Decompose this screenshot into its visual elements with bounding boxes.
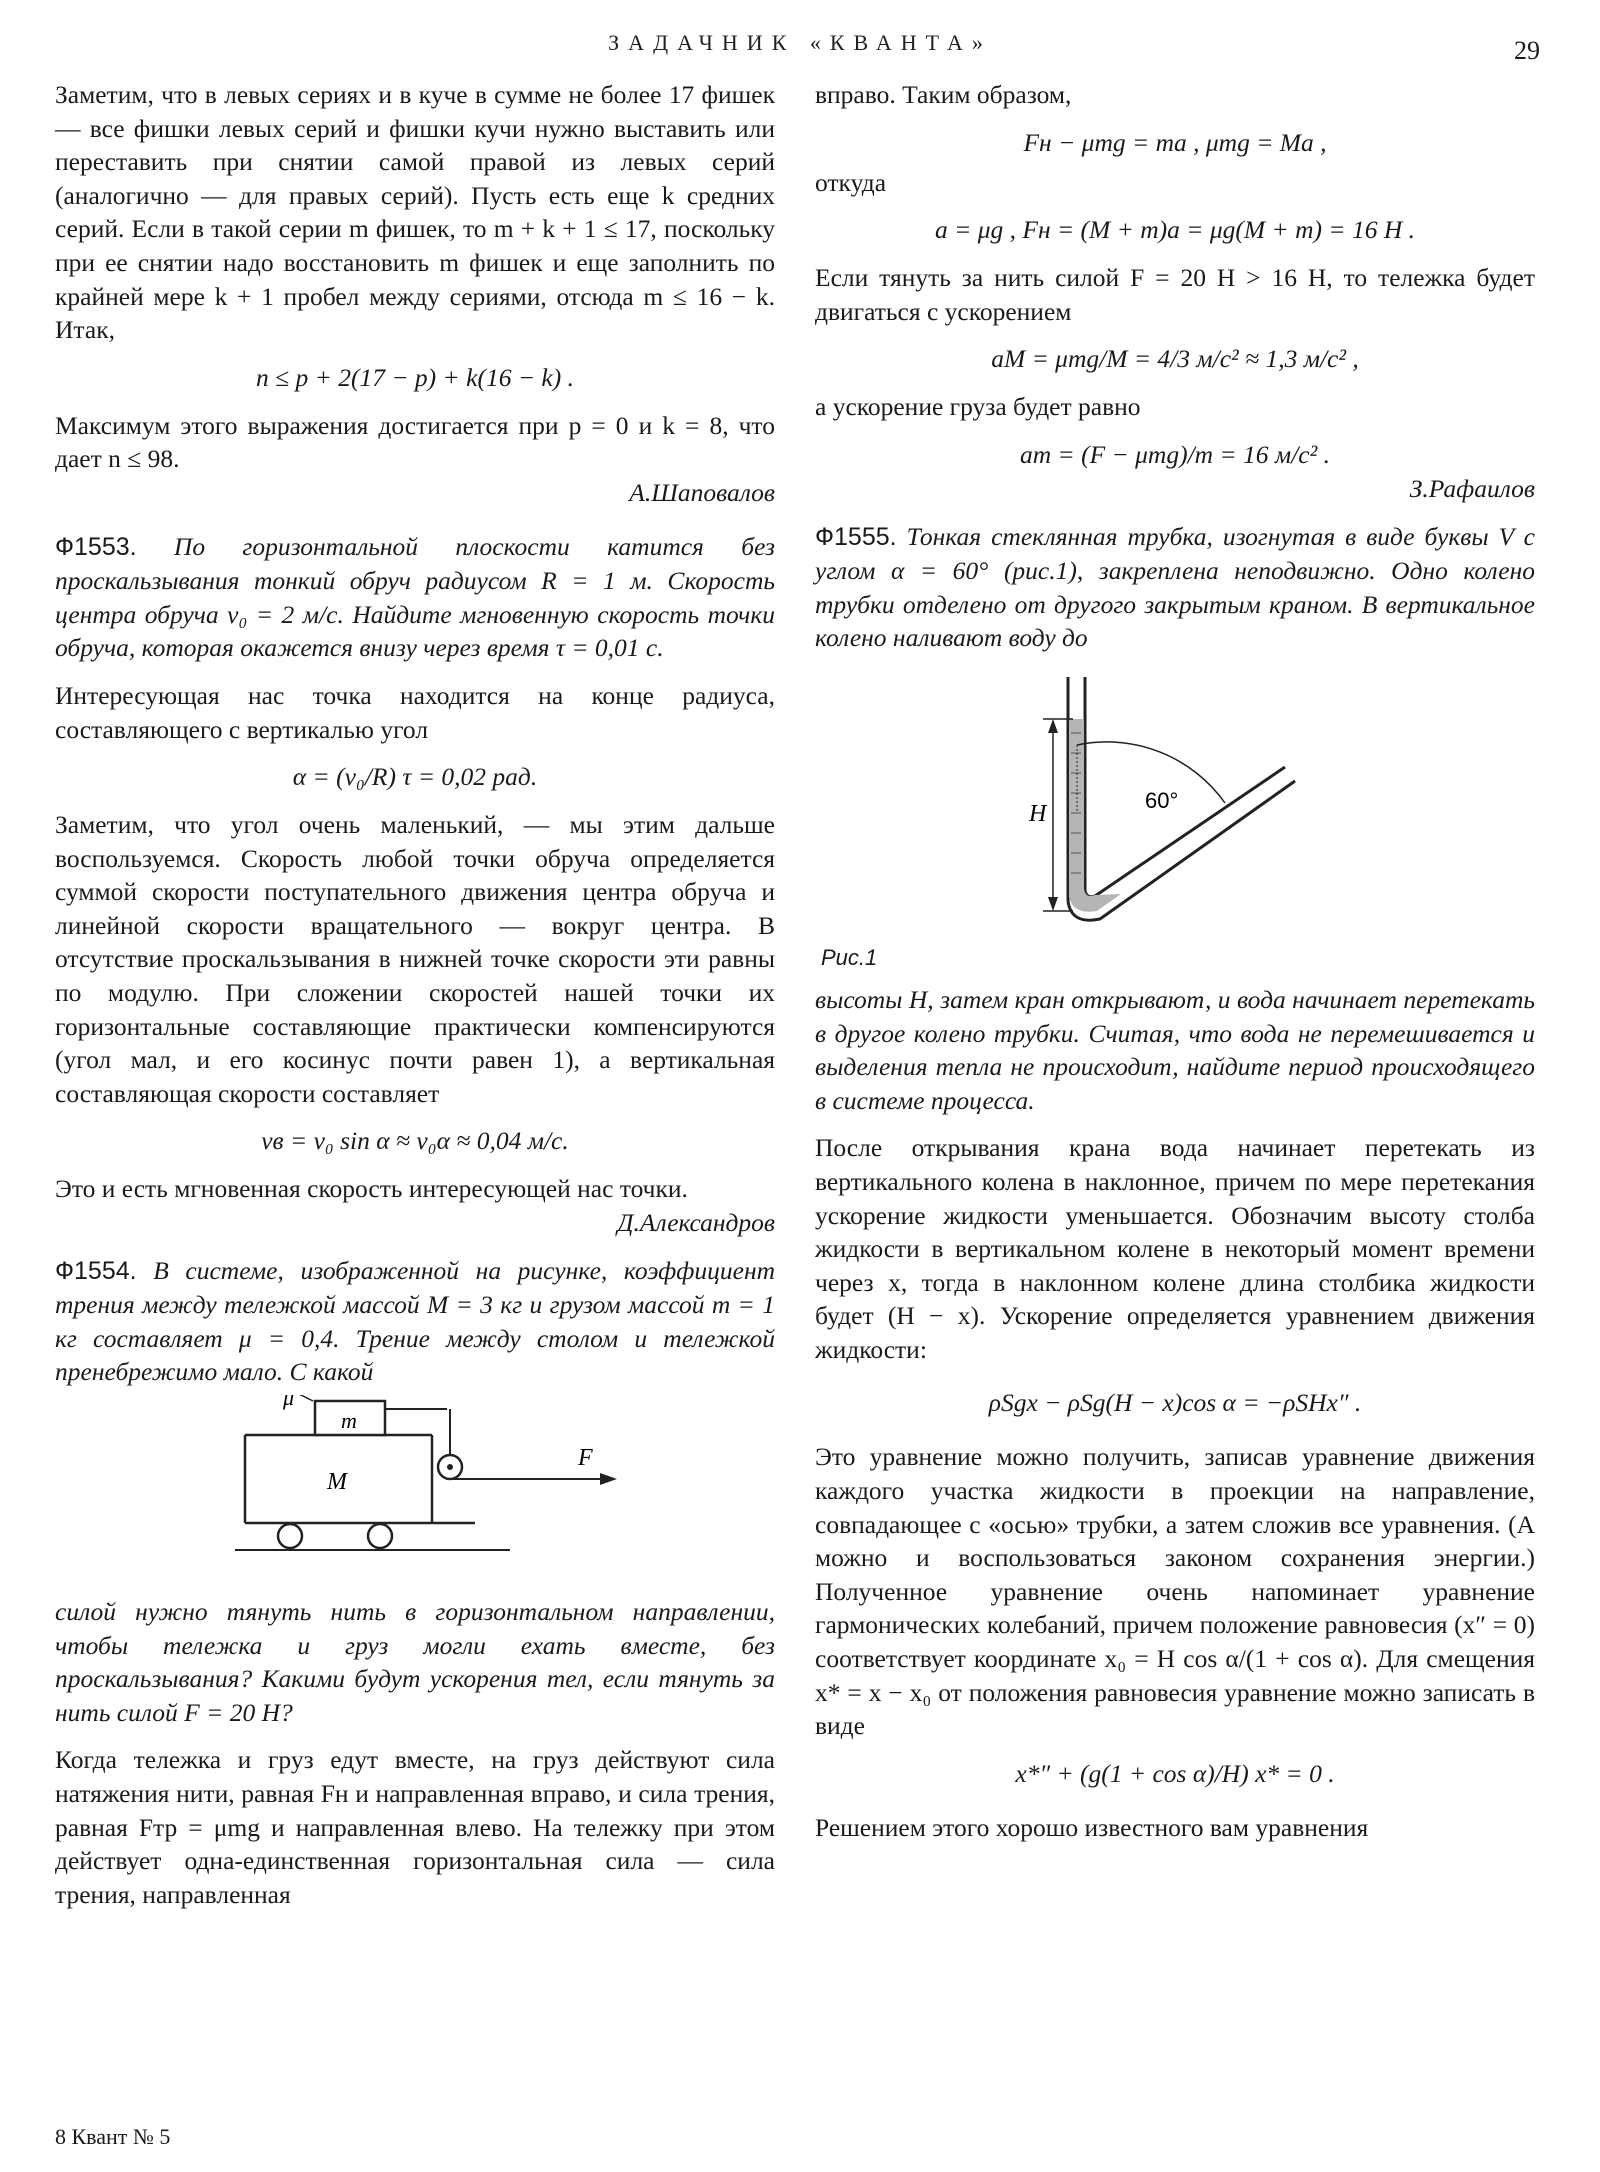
angle-label: 60°	[1145, 787, 1179, 813]
equation: vв = v₀ sin α ≈ v₀α ≈ 0,04 м/с.	[261, 1126, 569, 1156]
height-label: H	[1029, 800, 1047, 827]
left-column	[55, 78, 775, 1911]
author: А.Шаповалов	[629, 477, 775, 507]
author: Д.Александров	[617, 1208, 775, 1238]
equation: ρSgx − ρSg(H − x)cos α = −ρSHx″ .	[988, 1388, 1362, 1418]
problem-text: Тонкая стеклянная трубка, изогнутая в виде буквы V с углом α = 60° (рис.1), закреплена неподвижно. Одно колено трубки отделено от другого закрытым краном. В вертикальное колено наливают воду до	[815, 521, 1535, 653]
problem-f1555	[815, 520, 1535, 655]
problem-text: В системе, изображенной на рисунке, коэффициент трения между тележкой массой M = 3 кг и грузом массой m = 1 кг составляет μ = 0,4. Трение между столом и тележкой пренебрежимо мало. С какой	[55, 1255, 776, 1387]
page-footer: 8 Квант № 5	[55, 2124, 171, 2149]
problem-f1553	[55, 530, 775, 665]
problem-text: По горизонтальной плоскости катится без проскальзывания тонкий обруч радиусом R = 1 м. Скорость центра обруча v₀ = 2 м/с. Найдите мгновенную скорость точки обруча, которая окажется внизу через время τ = 0,01 с.	[55, 531, 776, 663]
problem-f1555-cont: высоты H, затем кран открывают, и вода начинает перетекать в другое колено трубки. Считая, что вода не перемешивается и выделения тепла не происходит, найдите период происходящего в системе процесса.	[815, 984, 1535, 1115]
paragraph: Это уравнение можно получить, записав уравнение движения каждого участка жидкости в проекции на направление, совпадающее с «осью» трубки, а затем сложив все уравнения. (А можно и воспользоваться законом сохранения энергии.) Полученное уравнение очень напоминает уравнение гармонических колебаний, причем положение равновесия (x″ = 0) соответствует координате x₀ = H cos α/(1 + cos α). Для смещения x* = x − x₀ от положения равновесия уравнение можно записать в виде	[815, 1442, 1535, 1741]
running-title: ЗАДАЧНИК «КВАНТА»	[608, 30, 992, 55]
figure-caption: Рис.1	[821, 944, 878, 970]
paragraph: Заметим, что в левых сериях и в куче в сумме не более 17 фишек — все фишки левых серий и фишки кучи нужно выставить или переставить при снятии самой правой из левых серий (аналогично — для правых серий). Пусть есть еще k средних серий. Если в такой серии m фишек, то m + k + 1 ≤ 17, поскольку при ее снятии надо восстановить m фишек и еще заполнить по крайней мере k + 1 пробел между сериями, отсюда m ≤ 16 − k. Итак,	[55, 80, 775, 345]
tube-figure	[815, 663, 1535, 983]
equation: Fн − μmg = ma , μmg = Ma ,	[1023, 127, 1327, 157]
tube-diagram	[815, 663, 1535, 943]
paragraph: а ускорение груза будет равно	[815, 392, 1141, 422]
page-number: 29	[1514, 36, 1540, 65]
paragraph: Если тянуть за нить силой F = 20 Н > 16 Н, то тележка будет двигаться с ускорением	[815, 263, 1535, 326]
equation: x*″ + (g(1 + cos α)/H) x* = 0 .	[1015, 1758, 1335, 1788]
force-label: F	[578, 1445, 593, 1471]
equation: aM = μmg/M = 4/3 м/с² ≈ 1,3 м/с² ,	[991, 344, 1359, 374]
problem-f1554	[55, 1254, 775, 1389]
equation: α = (v₀/R) τ = 0,02 рад.	[292, 762, 538, 792]
problem-number: Ф1554.	[55, 1256, 137, 1285]
paragraph: Когда тележка и груз едут вместе, на груз действуют сила натяжения нити, равная Fн и направленная вправо, и сила трения, равная Fтр = μmg и направленная влево. На тележку при этом действует одна-единственная горизонтальная сила — сила трения, направленная	[55, 1745, 775, 1909]
paragraph: Решением этого хорошо известного вам уравнения	[815, 1812, 1369, 1842]
problem-number: Ф1555.	[815, 522, 897, 551]
cart-figure	[55, 1395, 775, 1595]
paragraph: Заметим, что угол очень маленький, — мы этим дальше воспользуемся. Скорость любой точки обруча определяется суммой скорости поступательного движения центра обруча и линейной скорости вращательного — вокруг центра. В отсутствие проскальзывания в нижней точке скорости эти равны по модулю. При сложении скоростей нашей точки их горизонтальные составляющие практически компенсируются (угол мал, и его косинус почти равен 1), а вертикальная составляющая скорости составляет	[55, 810, 775, 1108]
paragraph: После открывания крана вода начинает перетекать из вертикального колена в наклонное, причем по мере перетекания ускорение жидкости уменьшается. Обозначим высоту столба жидкости в вертикальном колене в некоторый момент времени через x, тогда в наклонном колене длина столбика жидкости будет (H − x). Ускорение определяется уравнением движения жидкости:	[815, 1133, 1535, 1364]
paragraph: Максимум этого выражения достигается при p = 0 и k = 8, что дает n ≤ 98.	[55, 410, 775, 474]
problem-f1554-cont: силой нужно тянуть нить в горизонтальном направлении, чтобы тележка и груз могли ехать вместе, без проскальзывания? Какими будут ускорения тел, если тянуть за нить силой F = 20 Н?	[55, 1597, 775, 1727]
problem-number: Ф1553.	[55, 532, 137, 561]
paragraph: вправо. Таким образом,	[815, 80, 1072, 109]
cart-diagram	[55, 1395, 775, 1595]
paragraph: Это и есть мгновенная скорость интересующей нас точки.	[55, 1174, 688, 1204]
small-mass-label: m	[341, 1408, 357, 1433]
mu-label: μ	[283, 1395, 295, 1410]
cart-mass-label: M	[327, 1469, 347, 1495]
equation: a = μg , Fн = (M + m)a = μg(M + m) = 16 Н .	[934, 215, 1416, 245]
paragraph: Интересующая нас точка находится на конце радиуса, составляющего с вертикалью угол	[55, 680, 775, 744]
author: З.Рафаилов	[1409, 473, 1535, 503]
equation: n ≤ p + 2(17 − p) + k(16 − k) .	[256, 362, 574, 392]
equation: am = (F − μmg)/m = 16 м/с² .	[1019, 439, 1330, 469]
paragraph: откуда	[815, 167, 887, 197]
right-column	[815, 78, 1535, 1844]
